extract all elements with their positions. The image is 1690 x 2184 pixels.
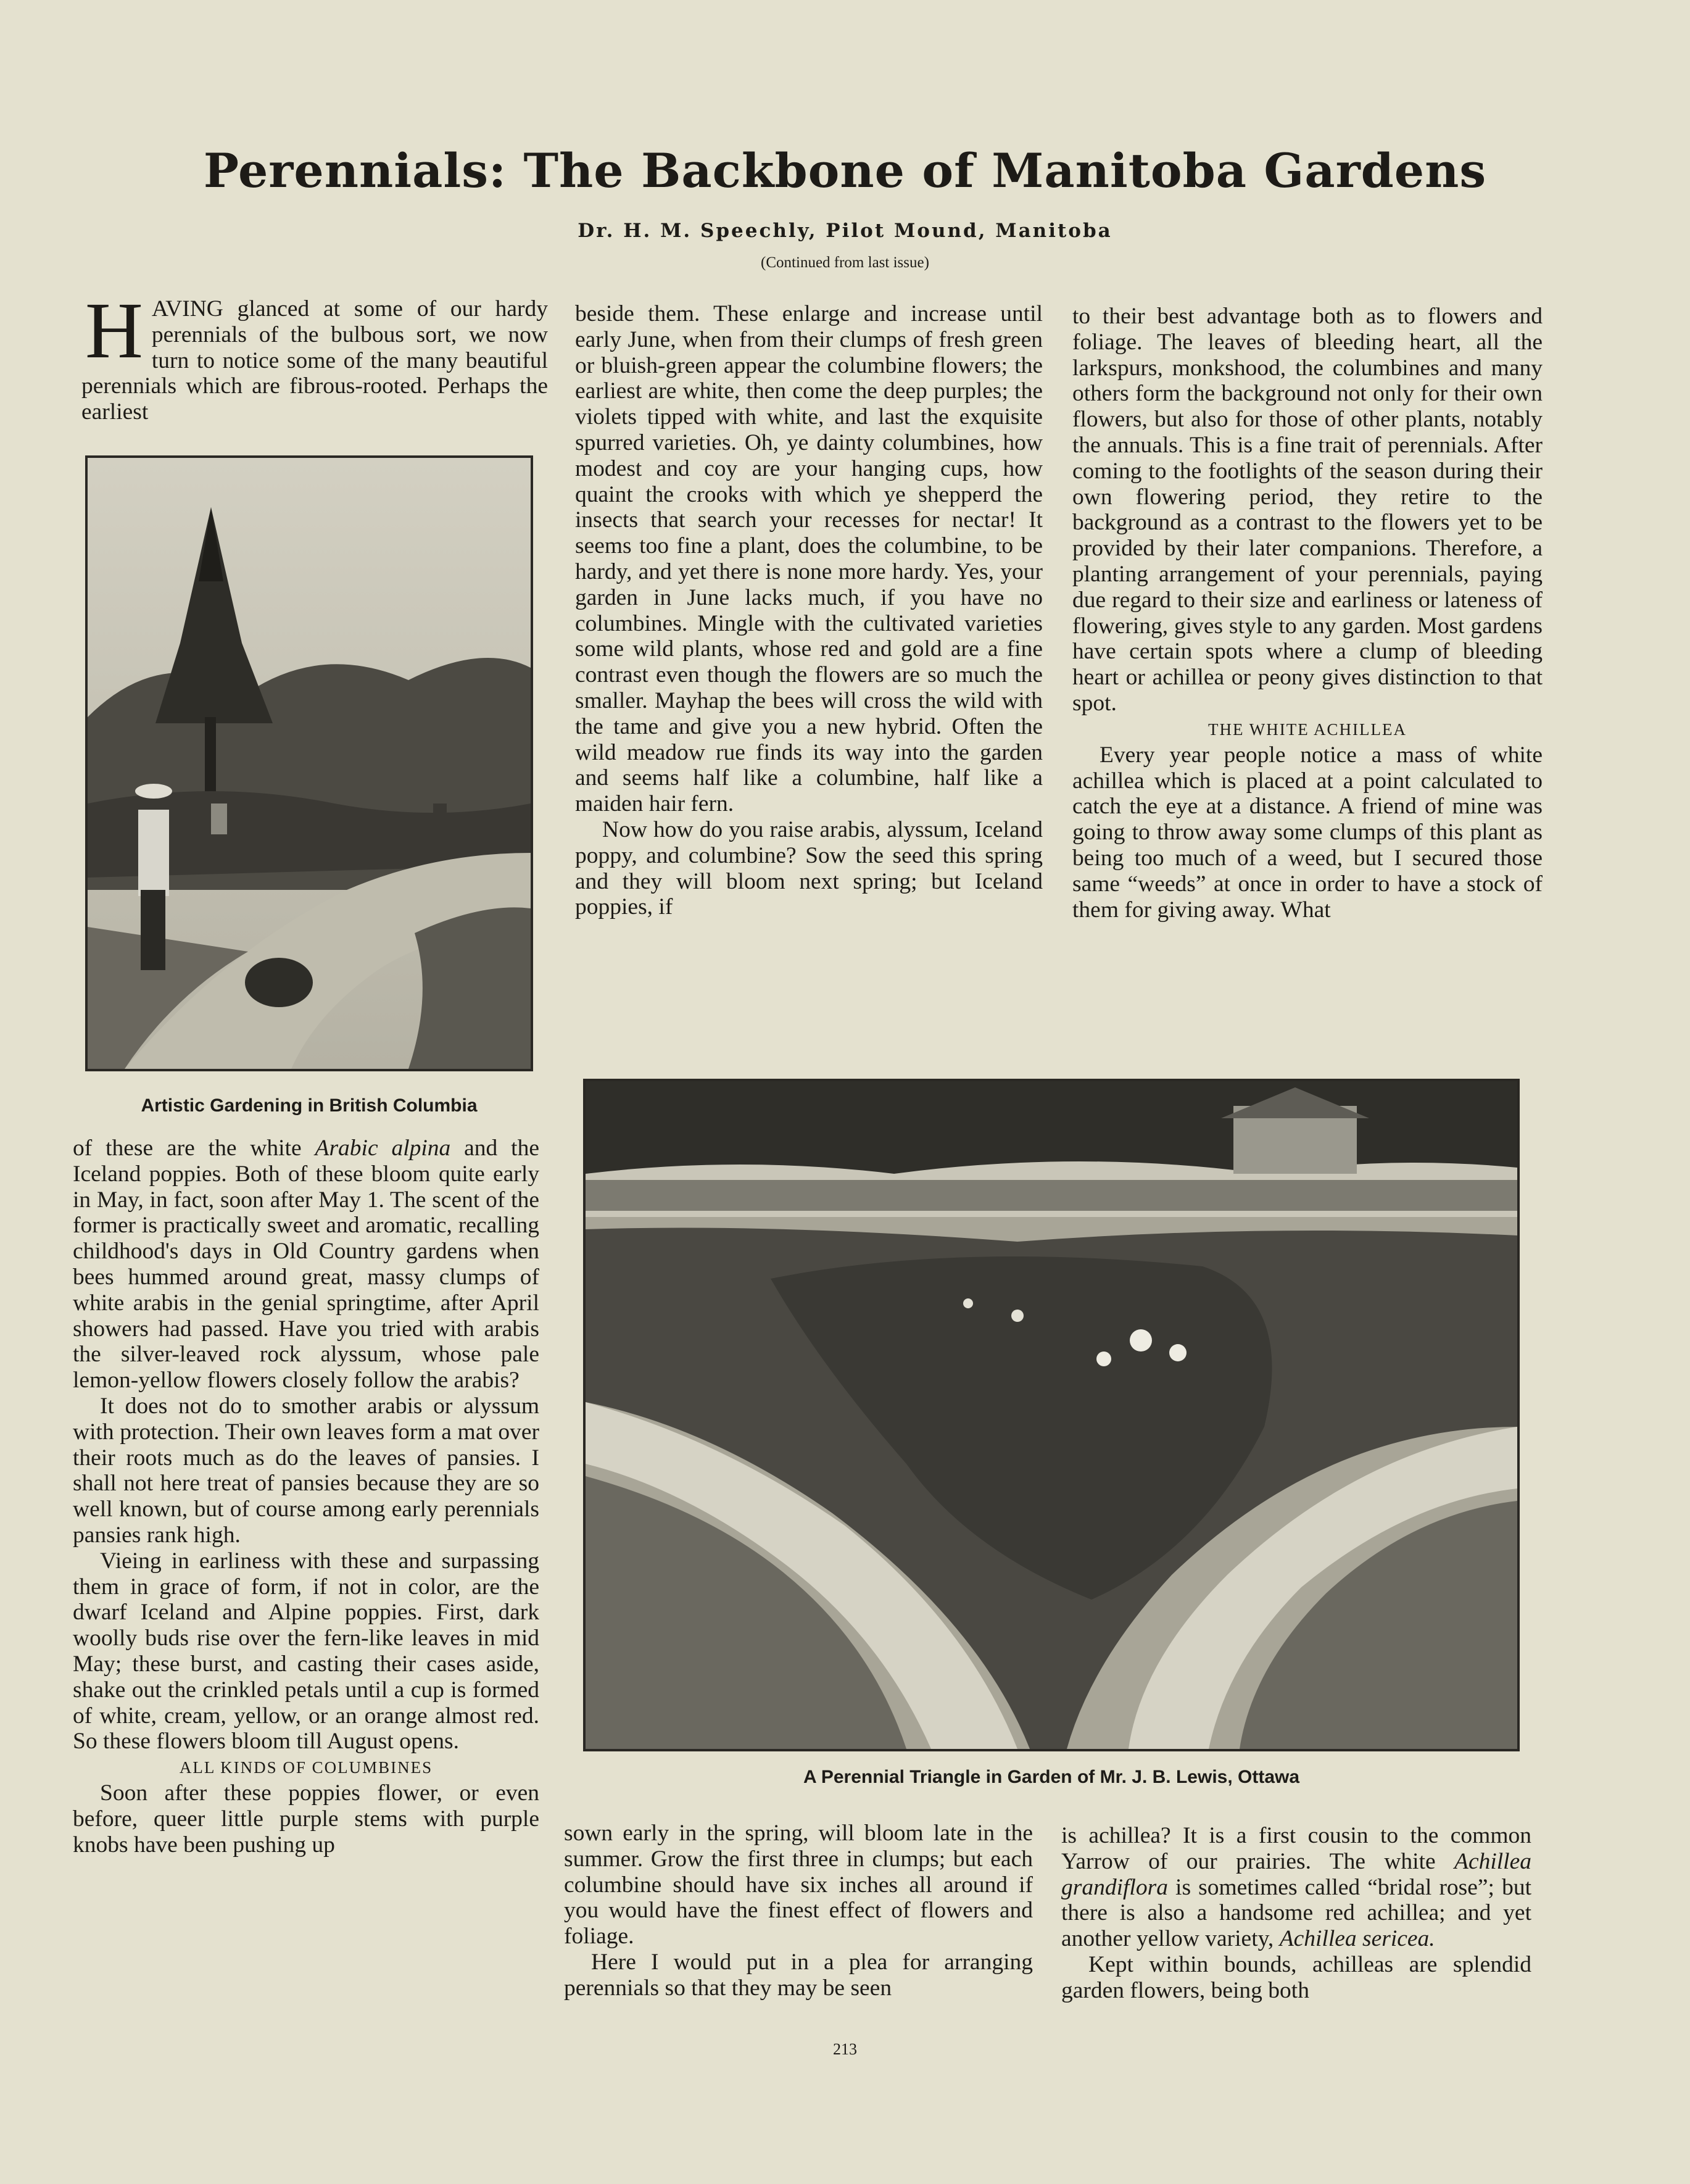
photo-british-columbia-garden [85,455,533,1071]
paragraph: Soon after these poppies flower, or even before, queer little purple stems with purple knobs have been pushing up [73,1780,539,1858]
paragraph [1061,1823,1531,1952]
photo-perennial-triangle [583,1079,1520,1751]
article-title: Perennials: The Backbone of Manitoba Gardens [203,143,1487,198]
paragraph: sown early in the spring, will bloom late in the summer. Grow the first three in clumps; but each columbine should have six inches all around if you would have the finest effect of flowers and foliage. [564,1821,1033,1949]
text-run: of these are the white [73,1136,315,1161]
column-2-top [575,301,1043,920]
paragraph [73,1136,539,1393]
subhead-columbines: ALL KINDS OF COLUMBINES [179,1758,433,1777]
continued-note: (Continued from last issue) [761,254,929,271]
paragraph: It does not do to smother arabis or alyssum with protection. Their own leaves form a mat over their roots much as do the leaves of pansies. I shall not here treat of pansies because they are so well known, but of course among early perennials pansies rank high. [73,1393,539,1548]
paragraph: Every year people notice a mass of white achillea which is placed at a point calculated to catch the eye at a distance. A friend of mine was going to throw away some clumps of this plant as being too much of a weed, but I secured those same “weeds” at once in order to have a stock of them for giving away. What [1072,742,1543,923]
garden-triangle-photo-image [586,1081,1517,1749]
paragraph: to their best advantage both as to flowers and foliage. The leaves of bleeding heart, all the larkspurs, monkshood, the columbines and many others form the background not only for their own flowers, but also for those of other plants, notably the annuals. This is a fine trait of perennials. After coming to the footlights of the season during their own flowering period, they retire to the background as a contrast to the flowers yet to be provided by their later companions. Therefore, a planting arrangement of your perennials, paying due regard to their size and earliness or lateness of flowering, gives style to any garden. Most gardens have certain spots where a clump of bleeding heart or achillea or peony gives distinction to that spot. [1072,304,1543,716]
text-run: and the Iceland poppies. Both of these bloom quite early in May, in fact, soon after May 1. The scent of the former is practically sweet and aromatic, recalling childhood's days in Old Country gardens when bees hummed around great, massy clumps of white arabis in the genial springtime, after April showers had passed. Have you tried with arabis the silver-leaved rock alyssum, whose pale lemon-yellow flowers closely follow the arabis? [73,1136,539,1393]
paragraph: Kept within bounds, achilleas are splendid garden flowers, being both [1061,1951,1531,2003]
italic-run: Arabic alpina [315,1136,451,1161]
paragraph: Here I would put in a plea for arranging perennials so that they may be seen [564,1949,1033,2001]
page-number: 213 [833,2040,857,2058]
text-run: is sometimes called “bridal rose”; but there is also a handsome red achillea; and yet another yellow variety, [1061,1874,1531,1952]
column-1-bottom [73,1136,539,1858]
paragraph: beside them. These enlarge and increase until early June, when from their clumps of fresh green or bluish-green appear the columbine flowers; the earliest are white, then come the deep purples; the violets tipped with white, and last the exquisite spurred varieties. Oh, ye dainty columbines, how modest and coy are your hanging cups, how quaint the crooks with which ye shepperd the insects that search your recesses for nectar! It seems too fine a plant, does the columbine, to be hardy, and yet there is none more hardy. Yes, your garden in June lacks much, if you have no columbines. Mingle with the cultivated varieties some wild plants, whose red and gold are a fine contrast even though the flowers are so much the smaller. Mayhap the bees will cross the wild with the tame and give you a new hybrid. Often the wild meadow rue finds its way into the garden and seems half like a columbine, half like a maiden hair fern. [575,301,1043,817]
opening-text: AVING glanced at some of our hardy perennials of the bulbous sort, we now turn to notice some of the many beautiful perennials which are fibrous-rooted. Perhaps the earliest [81,296,548,425]
paragraph: Vieing in earliness with these and surpassing them in grace of form, if not in color, are the dwarf Iceland and Alpine poppies. First, dark woolly buds rise over the fern-like leaves in mid May; these burst, and casting their cases aside, shake out the crinkled petals until a cup is formed of white, cream, yellow, or an orange almost red. So these flowers bloom till August opens. [73,1548,539,1754]
figure-1-caption: Artistic Gardening in British Columbia [141,1095,478,1116]
figure-2-caption: A Perennial Triangle in Garden of Mr. J. B. Lewis, Ottawa [803,1767,1300,1787]
column-3-bottom [1061,1823,1531,2004]
drop-cap: H [85,286,143,375]
italic-run: Achillea sericea. [1279,1926,1435,1952]
text-run: is achillea? It is a first cousin to the common Yarrow of our prairies. The white [1061,1823,1531,1874]
garden-photo-image [88,458,531,1069]
opening-paragraph [81,286,548,425]
column-3-top [1072,304,1543,923]
article-byline: Dr. H. M. Speechly, Pilot Mound, Manitoba [578,220,1112,242]
column-2-bottom [564,1821,1033,2001]
italic-run: Achillea grandiflora [1061,1848,1531,1900]
paragraph: Now how do you raise arabis, alyssum, Iceland poppy, and columbine? Sow the seed this spring and they will bloom next spring; but Iceland poppies, if [575,816,1043,920]
column-1-top [81,286,548,425]
subhead-white-achillea: THE WHITE ACHILLEA [1208,720,1407,739]
